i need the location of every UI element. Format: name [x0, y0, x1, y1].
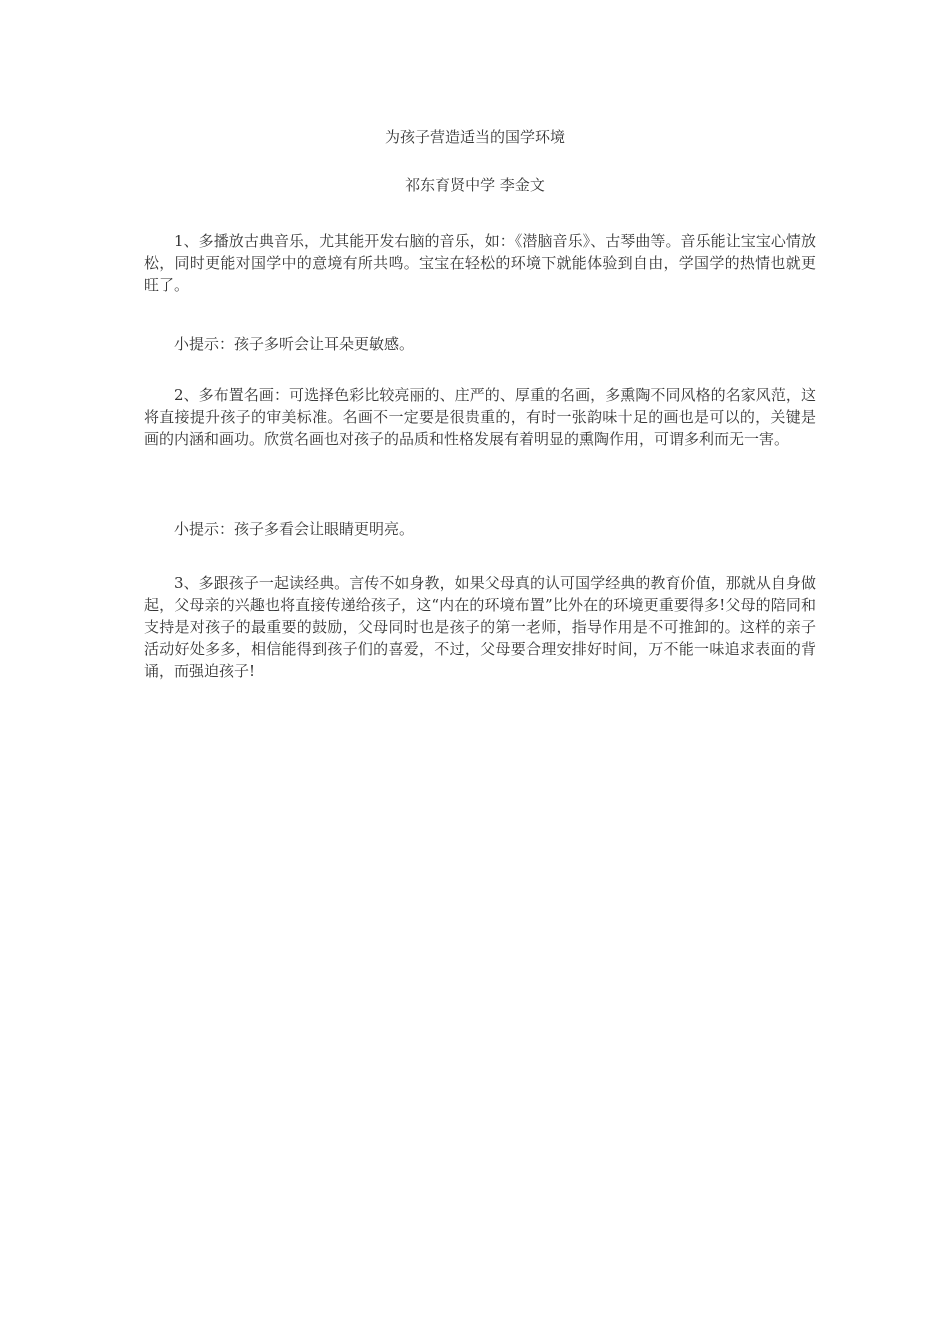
paragraph-3: 3、多跟孩子一起读经典。言传不如身教，如果父母真的认可国学经典的教育价值，那就从自身做起，父母亲的兴趣也将直接传递给孩子，这“内在的环境布置”比外在的环境更重要得多!父母的陪同和支持是对孩子的最重要的鼓励，父母同时也是孩子的第一老师，指导作用是不可推卸的。这样的亲子活动好处多多，相信能得到孩子们的喜爱，不过，父母要合理安排好时间，万不能一味追求表面的背诵，而强迫孩子! [144, 574, 816, 680]
document-author: 祁东育贤中学 李金文 [405, 176, 545, 194]
tip-2: 小提示：孩子多看会让眼睛更明亮。 [174, 520, 415, 538]
paragraph-1: 1、多播放古典音乐，尤其能开发右脑的音乐，如：《潜脑音乐》、古琴曲等。音乐能让宝宝心情放松，同时更能对国学中的意境有所共鸣。宝宝在轻松的环境下就能体验到自由，学国学的热情也就更旺了。 [144, 232, 816, 294]
tip-1: 小提示：孩子多听会让耳朵更敏感。 [174, 335, 415, 353]
paragraph-2: 2、多布置名画：可选择色彩比较亮丽的、庄严的、厚重的名画，多熏陶不同风格的名家风范，这将直接提升孩子的审美标准。名画不一定要是很贵重的，有时一张韵味十足的画也是可以的，关键是画的内涵和画功。欣赏名画也对孩子的品质和性格发展有着明显的熏陶作用，可谓多利而无一害。 [144, 386, 816, 448]
document-title: 为孩子营造适当的国学环境 [384, 128, 565, 146]
